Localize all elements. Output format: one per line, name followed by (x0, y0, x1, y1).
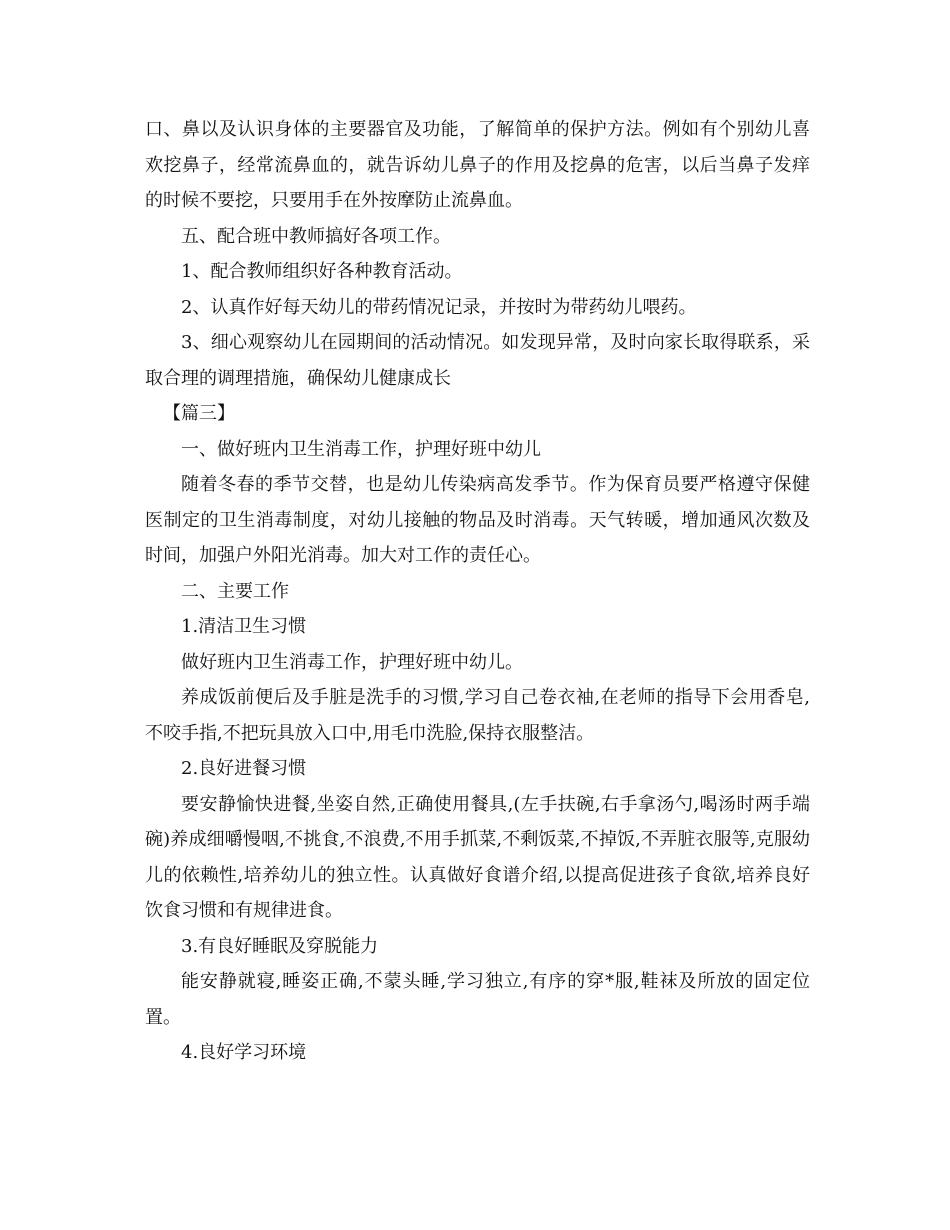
heading-section-one: 一、做好班内卫生消毒工作，护理好班中幼儿 (181, 438, 541, 460)
subheading-eating: 2.良好进餐习惯 (181, 758, 307, 779)
subheading-sleep: 3.有良好睡眠及穿脱能力 (181, 935, 379, 957)
paragraph-hygiene-intro: 做好班内卫生消毒工作，护理好班中幼儿。 (181, 651, 523, 673)
list-item-2: 2、认真作好每天幼儿的带药情况记录，并按时为带药幼儿喂药。 (181, 296, 697, 318)
list-item-1: 1、配合教师组织好各种教育活动。 (181, 261, 463, 282)
heading-part-three: 【篇三】 (163, 403, 235, 424)
subheading-learning: 4.良好学习环境 (181, 1042, 307, 1063)
list-item-3: 3、细心观察幼儿在园期间的活动情况。如发现异常，及时向家长取得联系，采取合理的调理措施，确保幼儿健康成长 (145, 332, 810, 389)
paragraph-disinfection: 随着冬春的季节交替，也是幼儿传染病高发季节。作为保育员要严格遵守保健医制定的卫生消毒制度，对幼儿接触的物品及时消毒。天气转暖，增加通风次数及时间，加强户外阳光消毒。加大对工作的责任心。 (145, 474, 810, 566)
subheading-hygiene: 1.清洁卫生习惯 (181, 616, 307, 637)
heading-section-two: 二、主要工作 (181, 580, 289, 602)
heading-section-five: 五、配合班中教师搞好各项工作。 (181, 225, 451, 247)
paragraph-eating-habits: 要安静愉快进餐,坐姿自然,正确使用餐具,(左手扶碗,右手拿汤勺,喝汤时两手端碗)养成细嚼慢咽,不挑食,不浪费,不用手抓菜,不剩饭菜,不掉饭,不弄脏衣服等,克服幼儿的依赖性,培养幼儿的独立性。认真做好食谱介绍,以提高促进孩子食欲,培养良好饮食习惯和有规律进食。 (145, 793, 810, 921)
paragraph-hygiene-habits: 养成饭前便后及手脏是洗手的习惯,学习自己卷衣袖,在老师的指导下会用香皂,不咬手指,不把玩具放入口中,用毛巾洗脸,保持衣服整洁。 (145, 687, 810, 744)
paragraph-sleep-habits: 能安静就寝,睡姿正确,不蒙头睡,学习独立,有序的穿*服,鞋袜及所放的固定位置。 (145, 971, 810, 1028)
paragraph-body-protection: 口、鼻以及认识身体的主要器官及功能，了解简单的保护方法。例如有个别幼儿喜欢挖鼻子，经常流鼻血的，就告诉幼儿鼻子的作用及挖鼻的危害，以后当鼻子发痒的时候不要挖，只要用手在外按摩防止流鼻血。 (145, 119, 810, 211)
document-body (145, 112, 810, 1071)
